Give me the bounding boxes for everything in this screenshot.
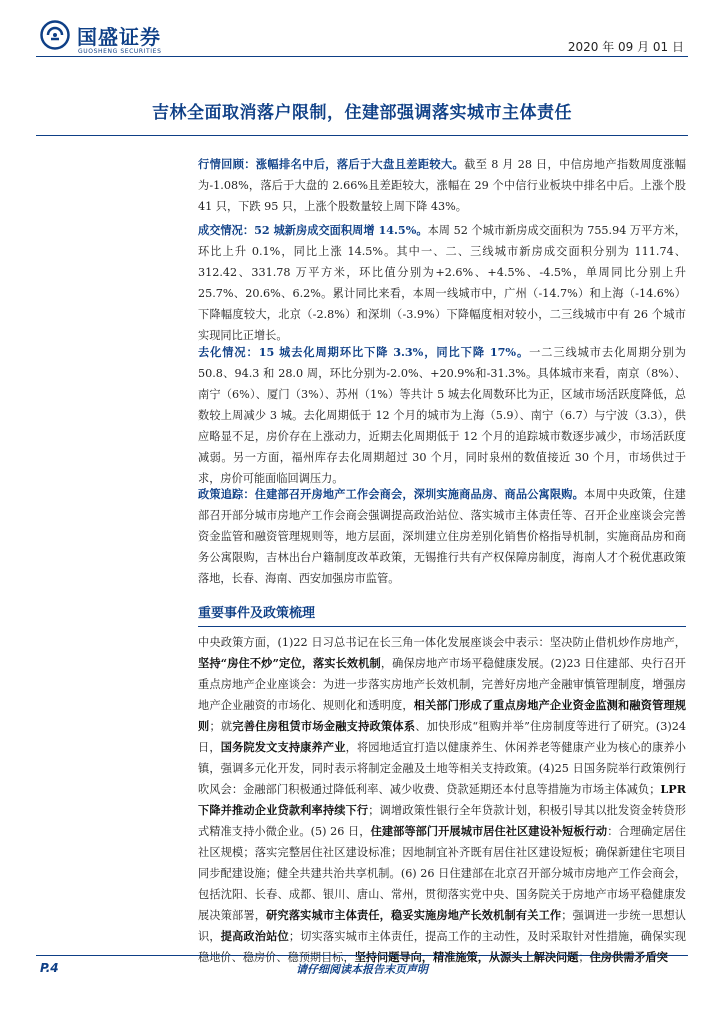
policy-lead: 政策追踪：住建部召开房地产工作会商会，深圳实施商品房、商品公寓限购。 (198, 487, 584, 501)
logo-text: 国盛证券 (77, 25, 161, 49)
market-review-paragraph (198, 154, 686, 217)
policy-body: 本周中央政策，住建部召开部分城市房地产工作会商会强调提高政治站位、落实城市主体责任等、召开企业座谈会完善资金监管和融资管理规则等，地方层面，深圳建立住房差别化销售价格指导机制，实施商品房和商务公寓限购，吉林出台户籍制度改革政策，无锡推行共有产权保障房制度，海南人才个税优惠政策落地，长春、海南、西安加强房市监管。 (198, 488, 686, 585)
market-review-body: 截至 8 月 28 日，中信房地产指数周度涨幅为-1.08%，落后于大盘的 2.66%且差距较大，涨幅在 29 个中信行业板块中排名中后。上涨个股 41 只，下跌 95 只，上涨个股数量较上周下降 43%。 (198, 158, 686, 213)
report-date: 2020 年 09 月 01 日 (567, 40, 684, 54)
events-text-2: ，确保房地产市场平稳健康发展。(2)23 日住建部、央行召开重点房地产企业座谈会：为进一步落实房地产长效机制，完善好房地产金融审慎管理制度，增强房地产企业融资的市场化、规则化和透明度， (198, 657, 686, 712)
destock-paragraph (198, 342, 686, 489)
logo-subtext: GUOSHENG SECURITIES (78, 48, 162, 55)
destock-lead: 去化情况：15 城去化周期环比下降 3.3%，同比下降 17%。 (198, 345, 530, 359)
events-text-9: ；切实落实城市主体责任，提高工作的主动性，及时采取针对性措施，确保实现稳地价、稳房价、稳预期目标， (198, 930, 686, 964)
events-bold-8: 提高政治站位 (220, 929, 289, 943)
events-bold-2: 相关部门形成了重点房地产企业资金监测和融资管理规则 (198, 698, 686, 733)
header-divider (36, 56, 688, 57)
events-bold-3: 完善住房租赁市场金融支持政策体系 (232, 719, 416, 733)
events-bold-1: 坚持“房住不炒”定位，落实长效机制 (198, 656, 381, 670)
title-divider (36, 135, 688, 136)
transaction-lead: 成交情况：52 城新房成交面积周增 14.5%。 (198, 223, 428, 237)
transaction-paragraph (198, 220, 686, 346)
events-text-4: 、加快形成“租购并举”住房制度等进行了研究。(3)24 日， (198, 720, 686, 754)
footer-divider (36, 955, 688, 956)
footer-disclaimer: 请仔细阅读本报告末页声明 (296, 963, 428, 976)
events-bold-4: 国务院发文支持康养产业 (220, 740, 346, 754)
events-bold-5: LPR 下降并推动企业贷款利率持续下行 (198, 782, 686, 817)
company-logo (40, 20, 240, 56)
market-review-lead: 行情回顾：涨幅排名中后，落后于大盘且差距较大。 (198, 157, 465, 171)
destock-body: 一二三线城市去化周期分别为 50.8、94.3 和 28.0 周，环比分别为-2.0%、+20.9%和-31.3%。具体城市来看，南京（8%）、南宁（6%）、厦门（3%）、苏州（1%）等共计 5 城去化周数环比为正，区域市场活跃度降低，总数较上周减少 3 城。去化周期低于 12 个月的城市为上海（5.9）、南宁（6.7）与宁波（3.3），供应略显不足，房价存在上涨动力，近期去化周期低于 12 个月的追踪城市数逐步减少，市场活跃度减弱。另一方面，福州库存去化周期超过 30 个月，同时泉州的数值接近 30 个月，市场供过于求，房价可能面临回调压力。 (198, 346, 686, 485)
logo-mark-icon (40, 20, 70, 50)
events-section-heading: 重要事件及政策梳理 (198, 606, 316, 621)
events-bold-10: 住房供需矛盾突 (589, 950, 668, 964)
transaction-body: 本周 52 个城市新房成交面积为 755.94 万平方米，环比上升 0.1%，同比上涨 14.5%。其中一、二、三线城市新房成交面积分别为 111.74、312.42、331.78 万平方米，环比值分别为+2.6%、+4.5%、-4.5%，单周同比分别上升 25.7%、20.6%、6.2%。累计同比来看，本周一线城市中，广州（-14.7%）和上海（-14.6%）下降幅度较大，北京（-2.8%）和深圳（-3.9%）下降幅度相对较小，二三线城市中有 26 个城市实现同比正增长。 (198, 224, 686, 342)
events-text-8: ；强调进一步统一思想认识， (198, 909, 686, 943)
events-text-10: ； (578, 951, 590, 964)
events-text-1: 中央政策方面，(1)22 日习总书记在长三角一体化发展座谈会中表示：坚决防止借机炒作房地产， (198, 636, 686, 649)
events-text-3: ；就 (209, 720, 233, 733)
events-bold-9: 坚持问题导向，精准施策，从源头上解决问题 (354, 950, 579, 964)
events-text-7: ：合理确定居住社区规模；落实完整居住社区建设标准；因地制宜补齐既有居住社区建设短板；确保新建住宅项目同步配建设施；健全共建共治共享机制。(6) 26 日住建部在北京召开部分城市房地产工作会商会，包括沈阳、长春、成都、银川、唐山、常州，贯彻落实党中央、国务院关于房地产市场平稳健康发展决策部署， (198, 825, 686, 922)
events-paragraph (198, 632, 686, 968)
events-text-6: ；调增政策性银行全年贷款计划，积极引导其以批发资金转贷形式精准支持小微企业。(5) 26 日， (198, 804, 686, 838)
events-heading-underline (198, 626, 686, 627)
page-header (0, 0, 724, 64)
events-bold-7: 研究落实城市主体责任，稳妥实施房地产长效机制有关工作 (266, 908, 562, 922)
events-text-5: ，将园地适宜打造以健康养生、休闲养老等健康产业为核心的康养小镇，强调多元化开发，同时表示将制定金融及土地等相关支持政策。(4)25 日国务院举行政策例行吹风会：金融部门积极通过降低利率、减少收费、贷款延期还本付息等措施为市场主体减负； (198, 741, 686, 796)
page-title: 吉林全面取消落户限制，住建部强调落实城市主体责任 (152, 103, 572, 123)
policy-paragraph (198, 484, 686, 589)
events-bold-6: 住建部等部门开展城市居住社区建设补短板行动 (370, 824, 608, 838)
page-number: P.4 (40, 961, 59, 975)
